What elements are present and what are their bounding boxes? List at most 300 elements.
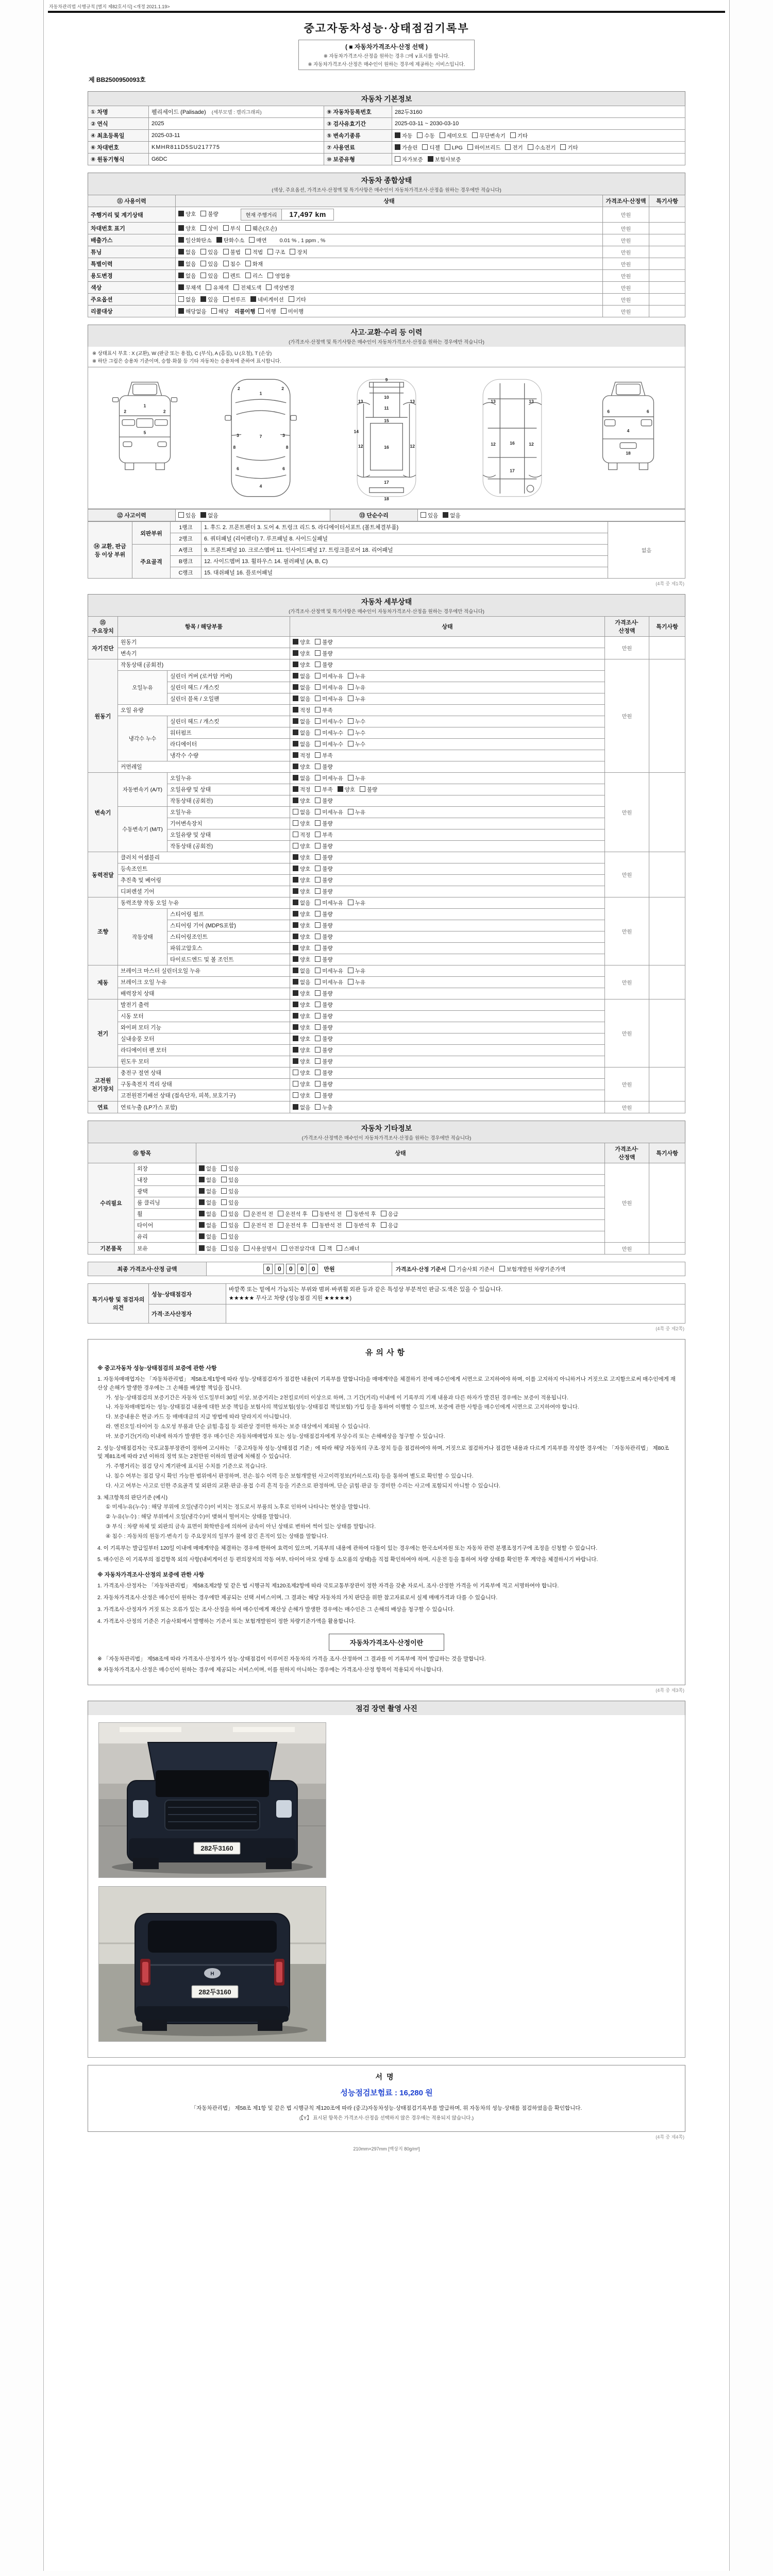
checkbox-unchecked[interactable] xyxy=(348,696,354,701)
state-cell xyxy=(290,999,605,1011)
item-label: 유리 xyxy=(135,1231,196,1243)
checkbox-checked[interactable] xyxy=(338,786,343,792)
document-number: 제 BB2500950093호 xyxy=(89,76,146,83)
checkbox-unchecked[interactable] xyxy=(221,1233,227,1239)
checkbox-label: 미세누유 xyxy=(322,696,343,702)
checkbox-unchecked[interactable] xyxy=(200,249,206,255)
checkbox-label: 기타 xyxy=(295,296,307,303)
price-definition-title: 자동차가격조사·산정이란 xyxy=(329,1634,444,1651)
checkbox-label: 유채색 xyxy=(213,284,229,291)
check-item xyxy=(293,774,310,782)
check-item xyxy=(178,210,196,218)
item-label: 와이퍼 모터 기능 xyxy=(118,1022,290,1033)
checkbox-unchecked[interactable] xyxy=(293,1070,298,1075)
checkbox-checked[interactable] xyxy=(293,854,298,860)
checkbox-unchecked[interactable] xyxy=(315,752,321,758)
checkbox-unchecked[interactable] xyxy=(221,1199,227,1205)
checkbox-unchecked[interactable] xyxy=(348,979,354,985)
state-cell xyxy=(290,705,605,716)
checkbox-unchecked[interactable] xyxy=(249,237,255,243)
check-item xyxy=(199,1199,216,1207)
checkbox-checked[interactable] xyxy=(199,1222,205,1228)
checkbox-unchecked[interactable] xyxy=(440,132,445,138)
checkbox-unchecked[interactable] xyxy=(315,1070,321,1075)
checkbox-unchecked[interactable] xyxy=(348,684,354,690)
svg-text:8: 8 xyxy=(233,444,236,450)
checkbox-checked[interactable] xyxy=(293,1013,298,1019)
section-title-overall xyxy=(88,173,685,195)
checkbox-checked[interactable] xyxy=(199,1165,205,1171)
checkbox-checked[interactable] xyxy=(293,707,298,713)
section-title-note: (가격조사·산정액 및 특기사항은 매수인이 자동차가격조사·산정을 원하는 경우에만 적습니다) xyxy=(289,340,484,345)
checkbox-unchecked[interactable] xyxy=(315,1013,321,1019)
svg-text:5: 5 xyxy=(143,430,146,435)
checkbox-checked[interactable] xyxy=(178,273,184,278)
checkbox-unchecked[interactable] xyxy=(315,1081,321,1087)
checkbox-label: 없음 xyxy=(300,685,311,691)
checkbox-unchecked[interactable] xyxy=(320,1245,325,1251)
checkbox-unchecked[interactable] xyxy=(315,1092,321,1098)
checkbox-label: 양호 xyxy=(300,1093,311,1099)
checkbox-unchecked[interactable] xyxy=(221,1177,227,1182)
state-cell xyxy=(290,807,605,818)
checkbox-unchecked[interactable] xyxy=(293,809,298,815)
field-label: ① 차명 xyxy=(88,106,149,118)
checkbox-unchecked[interactable] xyxy=(315,786,321,792)
check-item xyxy=(178,248,196,256)
item-label: 등속조인트 xyxy=(118,863,290,875)
checkbox-unchecked[interactable] xyxy=(315,1058,321,1064)
checkbox-checked[interactable] xyxy=(293,934,298,939)
car-rear-diagram xyxy=(592,374,664,502)
table-row xyxy=(88,1067,685,1079)
checkbox-checked[interactable] xyxy=(178,211,184,216)
checkbox-unchecked[interactable] xyxy=(281,308,287,314)
checkbox-unchecked[interactable] xyxy=(244,1222,249,1228)
final-price-label: 최종 가격조사·산정 금액 xyxy=(88,1262,207,1276)
check-item xyxy=(315,1104,332,1111)
price-cell: 만원 xyxy=(603,306,649,317)
checkbox-unchecked[interactable] xyxy=(221,1222,227,1228)
table-row xyxy=(88,863,685,875)
checkbox-checked[interactable] xyxy=(293,900,298,905)
checkbox-unchecked[interactable] xyxy=(200,211,206,216)
checkbox-unchecked[interactable] xyxy=(267,249,273,255)
checkbox-unchecked[interactable] xyxy=(315,798,321,803)
checkbox-unchecked[interactable] xyxy=(315,684,321,690)
other-info-table xyxy=(88,1143,685,1255)
check-item xyxy=(443,512,460,519)
checkbox-checked[interactable] xyxy=(199,1188,205,1194)
checkbox-unchecked[interactable] xyxy=(315,662,321,667)
checkbox-checked[interactable] xyxy=(395,144,400,150)
checkbox-checked[interactable] xyxy=(293,696,298,701)
checkbox-unchecked[interactable] xyxy=(278,1211,283,1216)
checkbox-unchecked[interactable] xyxy=(315,707,321,713)
checkbox-unchecked[interactable] xyxy=(233,284,239,290)
section-other-info xyxy=(88,1121,685,1255)
table-row xyxy=(88,258,685,270)
checkbox-label: 화재 xyxy=(252,261,263,267)
checkbox-unchecked[interactable] xyxy=(315,888,321,894)
checkbox-checked[interactable] xyxy=(250,296,256,302)
check-item xyxy=(223,225,241,232)
checkbox-unchecked[interactable] xyxy=(346,1222,352,1228)
checkbox-unchecked[interactable] xyxy=(315,854,321,860)
checkbox-label: 응급 xyxy=(388,1223,398,1229)
checkbox-checked[interactable] xyxy=(293,1002,298,1007)
notice-line: 5. 매수인은 이 기록부의 점검항목 외의 사항(내비게이션 등 편의장치의 작동 여부, 타이어 마모 상태 등 소모품의 상태)을 직접 확인하여야 하며, 시운전 등을 통하여 차량 상태를 확인한 후 계약을 체결하시기 바랍니다. xyxy=(97,1556,598,1563)
checkbox-label: 양호 xyxy=(300,991,311,997)
check-item xyxy=(381,1222,398,1229)
vehicle-name: 펠리세이드 (Palisade) xyxy=(152,109,206,115)
checkbox-checked[interactable] xyxy=(199,1199,205,1205)
checkbox-unchecked[interactable] xyxy=(244,1211,249,1216)
table-row xyxy=(88,943,685,954)
checkbox-unchecked[interactable] xyxy=(293,1081,298,1087)
checkbox-unchecked[interactable] xyxy=(315,956,321,962)
checkbox-unchecked[interactable] xyxy=(290,249,295,255)
svg-text:16: 16 xyxy=(510,440,515,446)
checkbox-unchecked[interactable] xyxy=(315,866,321,871)
checkbox-unchecked[interactable] xyxy=(315,911,321,917)
checkbox-unchecked[interactable] xyxy=(315,809,321,815)
checkbox-checked[interactable] xyxy=(178,308,184,314)
checkbox-unchecked[interactable] xyxy=(505,144,511,150)
checkbox-checked[interactable] xyxy=(293,741,298,747)
checkbox-unchecked[interactable] xyxy=(278,1222,283,1228)
checkbox-checked[interactable] xyxy=(293,922,298,928)
state-cell xyxy=(290,648,605,659)
checkbox-unchecked[interactable] xyxy=(221,1245,227,1251)
accident-flags-table xyxy=(88,509,685,521)
checkbox-checked[interactable] xyxy=(293,1104,298,1110)
checkbox-unchecked[interactable] xyxy=(200,225,206,231)
checkbox-unchecked[interactable] xyxy=(315,832,321,837)
checkbox-unchecked[interactable] xyxy=(346,1211,352,1216)
checkbox-unchecked[interactable] xyxy=(360,786,365,792)
checkbox-unchecked[interactable] xyxy=(315,945,321,951)
checkbox-unchecked[interactable] xyxy=(315,1024,321,1030)
checkbox-unchecked[interactable] xyxy=(312,1222,318,1228)
checkbox-unchecked[interactable] xyxy=(281,1245,287,1251)
table-row xyxy=(88,682,685,693)
checkbox-checked[interactable] xyxy=(293,684,298,690)
checkbox-unchecked[interactable] xyxy=(315,820,321,826)
checkbox-unchecked[interactable] xyxy=(348,718,354,724)
notice-line: 4. 이 기록부는 발급일부터 120일 이내에 매매계약을 체결하는 경우에 한하여 효력이 있으며, 기록부의 내용에 관하여 다툼이 있는 경우에는 한국소비자원 또는 자동차 관련 분쟁조정기구에 조정을 신청할 수 있습니다. xyxy=(97,1545,598,1551)
checkbox-checked[interactable] xyxy=(293,650,298,656)
checkbox-unchecked[interactable] xyxy=(200,261,206,266)
check-item xyxy=(293,729,310,737)
checkbox-checked[interactable] xyxy=(293,1036,298,1041)
checkbox-label: 하이브리드 xyxy=(474,144,501,151)
checkbox-unchecked[interactable] xyxy=(315,673,321,679)
checkbox-checked[interactable] xyxy=(395,132,400,138)
checkbox-unchecked[interactable] xyxy=(293,832,298,837)
checkbox-checked[interactable] xyxy=(293,639,298,645)
checkbox-checked[interactable] xyxy=(293,877,298,883)
checkbox-unchecked[interactable] xyxy=(245,273,251,278)
checkbox-unchecked[interactable] xyxy=(293,843,298,849)
checkbox-checked[interactable] xyxy=(216,237,222,243)
price-cell: 만원 xyxy=(603,270,649,282)
checkbox-unchecked[interactable] xyxy=(315,1104,321,1110)
table-row xyxy=(88,1231,685,1243)
checkbox-unchecked[interactable] xyxy=(266,284,272,290)
checkbox-checked[interactable] xyxy=(200,296,206,302)
checkbox-checked[interactable] xyxy=(293,866,298,871)
checkbox-checked[interactable] xyxy=(293,956,298,962)
checkbox-unchecked[interactable] xyxy=(315,775,321,781)
checkbox-checked[interactable] xyxy=(293,1058,298,1064)
svg-text:10: 10 xyxy=(384,395,389,400)
history-item-label: 주행거리 및 계기상태 xyxy=(88,207,176,223)
fuel-checks xyxy=(392,142,685,154)
checkbox-unchecked[interactable] xyxy=(337,1245,342,1251)
checkbox-unchecked[interactable] xyxy=(422,144,428,150)
checkbox-label: 양호 xyxy=(300,843,311,850)
check-item xyxy=(315,1058,332,1065)
checkbox-unchecked[interactable] xyxy=(223,273,229,278)
checkbox-unchecked[interactable] xyxy=(178,512,184,518)
checkbox-unchecked[interactable] xyxy=(258,308,264,314)
checkbox-unchecked[interactable] xyxy=(348,730,354,735)
checkbox-unchecked[interactable] xyxy=(315,877,321,883)
check-item xyxy=(428,156,461,163)
checkbox-checked[interactable] xyxy=(293,979,298,985)
checkbox-unchecked[interactable] xyxy=(221,1188,227,1194)
checkbox-unchecked[interactable] xyxy=(315,934,321,939)
check-item xyxy=(293,661,310,669)
checkbox-unchecked[interactable] xyxy=(223,261,229,266)
checkbox-unchecked[interactable] xyxy=(395,156,400,162)
checkbox-unchecked[interactable] xyxy=(245,225,251,231)
sub-category: 수동변속기 (M/T) xyxy=(118,807,167,852)
notice-line: ※ 자동차가격조사·산정의 보증에 관한 사항 xyxy=(97,1572,205,1579)
checkbox-unchecked[interactable] xyxy=(315,1036,321,1041)
table-row xyxy=(88,510,685,521)
notice-line: 가. 주행거리는 점검 당시 계기판에 표시된 수치를 기준으로 적습니다. xyxy=(106,1463,267,1470)
checkbox-unchecked[interactable] xyxy=(315,730,321,735)
checkbox-unchecked[interactable] xyxy=(510,132,516,138)
checkbox-unchecked[interactable] xyxy=(348,741,354,747)
checkbox-unchecked[interactable] xyxy=(315,1002,321,1007)
column-header: ⑮ 주요장치 xyxy=(88,617,118,637)
checkbox-unchecked[interactable] xyxy=(315,764,321,769)
check-item xyxy=(293,854,310,861)
checkbox-unchecked[interactable] xyxy=(223,296,229,302)
page-mark: (4쪽 중 제3쪽) xyxy=(656,1687,684,1693)
checkbox-checked[interactable] xyxy=(178,237,184,243)
checkbox-label: 없음 xyxy=(206,1166,217,1172)
checkbox-checked[interactable] xyxy=(293,1024,298,1030)
checkbox-unchecked[interactable] xyxy=(315,1047,321,1053)
checkbox-unchecked[interactable] xyxy=(267,273,273,278)
checkbox-unchecked[interactable] xyxy=(499,1266,505,1272)
checkbox-checked[interactable] xyxy=(178,225,184,231)
item-label: 보유 xyxy=(135,1243,196,1255)
checkbox-checked[interactable] xyxy=(293,945,298,951)
checkbox-checked[interactable] xyxy=(443,512,448,518)
check-item xyxy=(293,888,310,895)
checkbox-unchecked[interactable] xyxy=(348,673,354,679)
state-cell xyxy=(290,852,605,863)
checkbox-unchecked[interactable] xyxy=(472,132,478,138)
checkbox-unchecked[interactable] xyxy=(200,273,206,278)
checkbox-unchecked[interactable] xyxy=(221,1211,227,1216)
checkbox-unchecked[interactable] xyxy=(223,249,229,255)
device-category: 연료 xyxy=(88,1101,118,1113)
checkbox-checked[interactable] xyxy=(293,752,298,758)
checkbox-unchecked[interactable] xyxy=(315,843,321,849)
table-row xyxy=(88,142,685,154)
checkbox-unchecked[interactable] xyxy=(315,650,321,656)
checkbox-checked[interactable] xyxy=(293,718,298,724)
checkbox-unchecked[interactable] xyxy=(312,1211,318,1216)
checkbox-unchecked[interactable] xyxy=(348,809,354,815)
checkbox-unchecked[interactable] xyxy=(293,1092,298,1098)
item-label: 커먼레일 xyxy=(118,761,290,773)
checkbox-checked[interactable] xyxy=(178,261,184,266)
checkbox-label: 없음 xyxy=(208,512,219,519)
state-cell xyxy=(290,909,605,920)
checkbox-checked[interactable] xyxy=(199,1233,205,1239)
checkbox-checked[interactable] xyxy=(293,775,298,781)
checkbox-unchecked[interactable] xyxy=(348,775,354,781)
checkbox-unchecked[interactable] xyxy=(381,1211,386,1216)
checkbox-label: 없음 xyxy=(300,696,311,702)
checkbox-checked[interactable] xyxy=(178,284,184,290)
checkbox-unchecked[interactable] xyxy=(245,249,251,255)
checkbox-unchecked[interactable] xyxy=(381,1222,386,1228)
state-cell xyxy=(290,954,605,965)
check-item xyxy=(315,899,343,907)
checkbox-checked[interactable] xyxy=(293,673,298,679)
table-row xyxy=(88,931,685,943)
price-digit: 0 xyxy=(286,1264,295,1274)
checkbox-unchecked[interactable] xyxy=(315,718,321,724)
checkbox-unchecked[interactable] xyxy=(315,741,321,747)
checkbox-label: 양호 xyxy=(300,945,311,952)
item-label: 오일유량 및 상태 xyxy=(167,784,290,795)
section-overall-condition xyxy=(88,173,685,317)
state-cell xyxy=(290,784,605,795)
checkbox-label: 양호 xyxy=(300,911,311,918)
checkbox-unchecked[interactable] xyxy=(445,144,450,150)
checkbox-checked[interactable] xyxy=(293,911,298,917)
checkbox-checked[interactable] xyxy=(293,786,298,792)
checkbox-checked[interactable] xyxy=(199,1211,205,1216)
history-item-label: 특별이력 xyxy=(88,258,176,270)
checkbox-checked[interactable] xyxy=(200,512,206,518)
price-digit: 0 xyxy=(309,1264,318,1274)
field-label: ⑩ 보증유형 xyxy=(324,154,392,165)
checkbox-unchecked[interactable] xyxy=(223,225,229,231)
price-digit-boxes xyxy=(263,1266,320,1273)
notice-line: 2. 성능·상태점검자는 국토교통부장관이 정하여 고시하는 「중고자동차 성능·상태점검 기준」에 따라 해당 자동차의 구조·장치 등을 점검하여야 하며, 거짓으로 점검하거나 점검한 내용과 다르게 기록부를 작성한 경우에는 「자동차관리법」 제80조 및 제81조에 따라 2년 이하의 징역 또는 2천만원 이하의 벌금에 처해질 수 있습니다. xyxy=(97,1445,669,1460)
check-item xyxy=(360,786,377,793)
checkbox-checked[interactable] xyxy=(293,990,298,996)
state-cell xyxy=(290,761,605,773)
checkbox-unchecked[interactable] xyxy=(244,1245,249,1251)
checkbox-unchecked[interactable] xyxy=(421,512,426,518)
table-row xyxy=(88,897,685,909)
price-basis-checks xyxy=(392,1262,685,1276)
checkbox-unchecked[interactable] xyxy=(417,132,423,138)
checkbox-unchecked[interactable] xyxy=(289,296,294,302)
check-item xyxy=(199,1245,216,1252)
item-label: 구동축전지 격리 상태 xyxy=(118,1079,290,1090)
checkbox-label: 장치 xyxy=(297,249,308,256)
checkbox-unchecked[interactable] xyxy=(467,144,473,150)
table-row xyxy=(88,106,685,118)
rank-label: 2랭크 xyxy=(171,533,201,545)
checkbox-unchecked[interactable] xyxy=(315,639,321,645)
checkbox-unchecked[interactable] xyxy=(245,261,251,266)
checkbox-checked[interactable] xyxy=(293,1047,298,1053)
check-item xyxy=(337,1245,359,1252)
checkbox-checked[interactable] xyxy=(293,764,298,769)
accident-history-label: ⑫ 사고이력 xyxy=(88,510,176,521)
checkbox-unchecked[interactable] xyxy=(211,308,217,314)
checkbox-label: 동반석 전 xyxy=(319,1211,342,1217)
checkbox-unchecked[interactable] xyxy=(560,144,566,150)
checkbox-unchecked[interactable] xyxy=(348,900,354,905)
field-label: ⑨ 자동차등록번호 xyxy=(324,106,392,118)
checkbox-unchecked[interactable] xyxy=(449,1266,455,1272)
check-item xyxy=(293,1012,310,1020)
section-title-etc xyxy=(88,1121,685,1143)
checkbox-checked[interactable] xyxy=(293,798,298,803)
check-item xyxy=(315,842,332,850)
checkbox-unchecked[interactable] xyxy=(293,820,298,826)
table-row xyxy=(88,739,685,750)
checkbox-checked[interactable] xyxy=(199,1177,205,1182)
checkbox-label: 누유 xyxy=(355,696,366,702)
checkbox-checked[interactable] xyxy=(293,888,298,894)
checkbox-unchecked[interactable] xyxy=(221,1165,227,1171)
checkbox-unchecked[interactable] xyxy=(178,296,184,302)
engine-type: G6DC xyxy=(149,154,324,165)
checkbox-checked[interactable] xyxy=(293,730,298,735)
checkbox-unchecked[interactable] xyxy=(348,968,354,973)
price-cell: 만원 xyxy=(605,659,649,773)
checkbox-unchecked[interactable] xyxy=(315,990,321,996)
check-item xyxy=(199,1210,216,1218)
checkbox-checked[interactable] xyxy=(293,662,298,667)
checkbox-unchecked[interactable] xyxy=(315,968,321,973)
checkbox-checked[interactable] xyxy=(199,1245,205,1251)
checkbox-checked[interactable] xyxy=(178,249,184,255)
state-cell xyxy=(176,207,603,223)
check-item xyxy=(293,1058,310,1065)
checkbox-checked[interactable] xyxy=(428,156,433,162)
checkbox-checked[interactable] xyxy=(293,968,298,973)
checkbox-unchecked[interactable] xyxy=(315,922,321,928)
checkbox-unchecked[interactable] xyxy=(206,284,211,290)
check-item xyxy=(348,695,365,703)
checkbox-unchecked[interactable] xyxy=(315,900,321,905)
checkbox-unchecked[interactable] xyxy=(315,696,321,701)
remark-cell xyxy=(649,306,685,317)
checkbox-unchecked[interactable] xyxy=(528,144,533,150)
checkbox-unchecked[interactable] xyxy=(315,979,321,985)
checkbox-label: 미세누유 xyxy=(322,685,343,691)
column-header: 특기사항 xyxy=(649,617,685,637)
check-item xyxy=(346,1210,376,1218)
check-item xyxy=(293,956,310,963)
